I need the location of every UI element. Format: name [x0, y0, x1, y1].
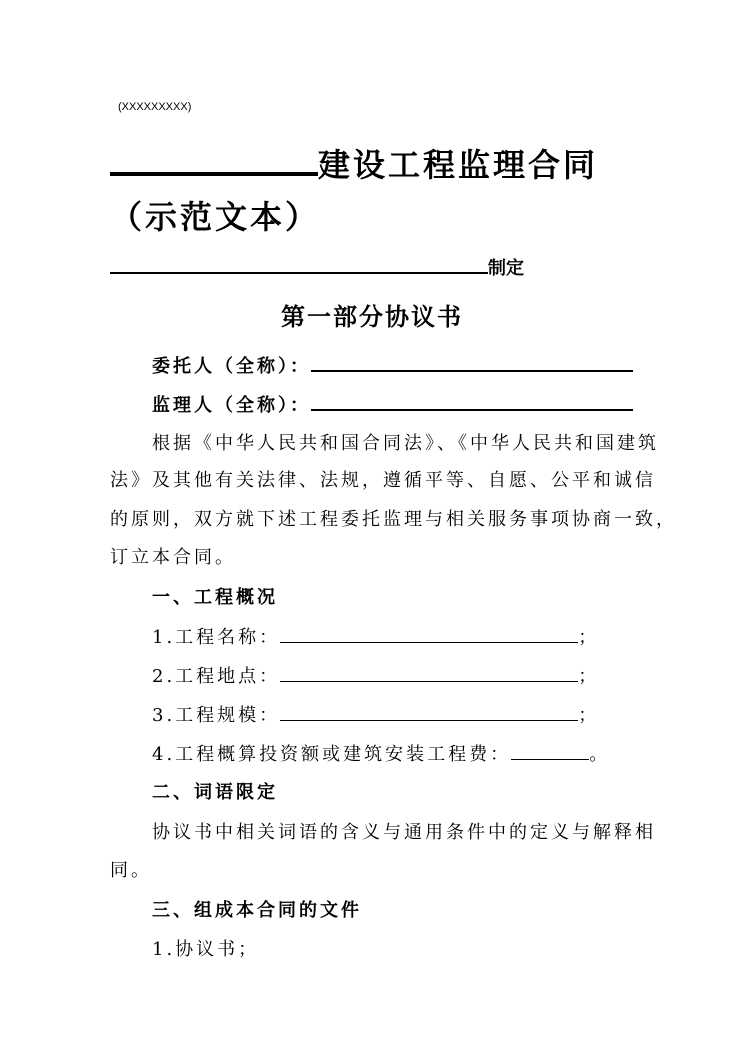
item-end: ；: [578, 627, 600, 648]
section2-line: 协议书中相关词语的含义与通用条件中的定义与解释相: [152, 822, 656, 843]
supervisor-field[interactable]: [311, 389, 633, 411]
item-end: ；: [578, 666, 600, 687]
intro-line: 订立本合同。: [110, 547, 236, 568]
project-location-field[interactable]: [280, 661, 578, 682]
item-label: 1.工程名称：: [152, 627, 281, 648]
client-label: 委托人（全称）：: [152, 356, 311, 377]
issuer-blank: [110, 250, 488, 274]
intro-line: 的原则，双方就下述工程委托监理与相关服务事项协商一致，: [110, 509, 677, 530]
intro-line: 根据《中华人民共和国合同法》、《中华人民共和国建筑: [152, 433, 659, 454]
item-label: 3.工程规模：: [152, 705, 281, 726]
issuer-suffix: 制定: [488, 258, 524, 279]
title-text: 建设工程监理合同: [318, 146, 599, 184]
supervisor-label: 监理人（全称）：: [152, 395, 311, 416]
document-title: [110, 136, 598, 186]
document-subtitle: （示范文本）: [110, 198, 321, 236]
client-field[interactable]: [311, 350, 633, 372]
project-location-row: [152, 661, 599, 688]
document-code: (XXXXXXXXX): [118, 101, 192, 113]
item-label: 2.工程地点：: [152, 666, 281, 687]
intro-line: 法》及其他有关法律、法规，遵循平等、自愿、公平和诚信: [110, 470, 656, 491]
project-scale-row: [152, 700, 599, 727]
client-row: [152, 350, 633, 378]
project-budget-row: [152, 739, 610, 766]
section2-line: 同。: [110, 860, 152, 881]
project-name-field[interactable]: [280, 622, 578, 643]
section1-heading: 一、工程概况: [152, 587, 278, 608]
project-scale-field[interactable]: [280, 700, 578, 721]
part-title: 第一部分协议书: [281, 302, 463, 331]
supervisor-row: [152, 389, 633, 417]
item-end: 。: [589, 744, 611, 765]
item-end: ；: [578, 705, 600, 726]
issuer-line: [110, 250, 524, 280]
title-blank: [110, 136, 318, 176]
project-budget-field[interactable]: [511, 739, 589, 760]
item-label: 4.工程概算投资额或建筑安装工程费：: [152, 744, 512, 765]
section3-heading: 三、组成本合同的文件: [152, 900, 362, 921]
section3-item: 1.协议书；: [152, 939, 260, 960]
project-name-row: [152, 622, 599, 649]
section2-heading: 二、词语限定: [152, 782, 278, 803]
